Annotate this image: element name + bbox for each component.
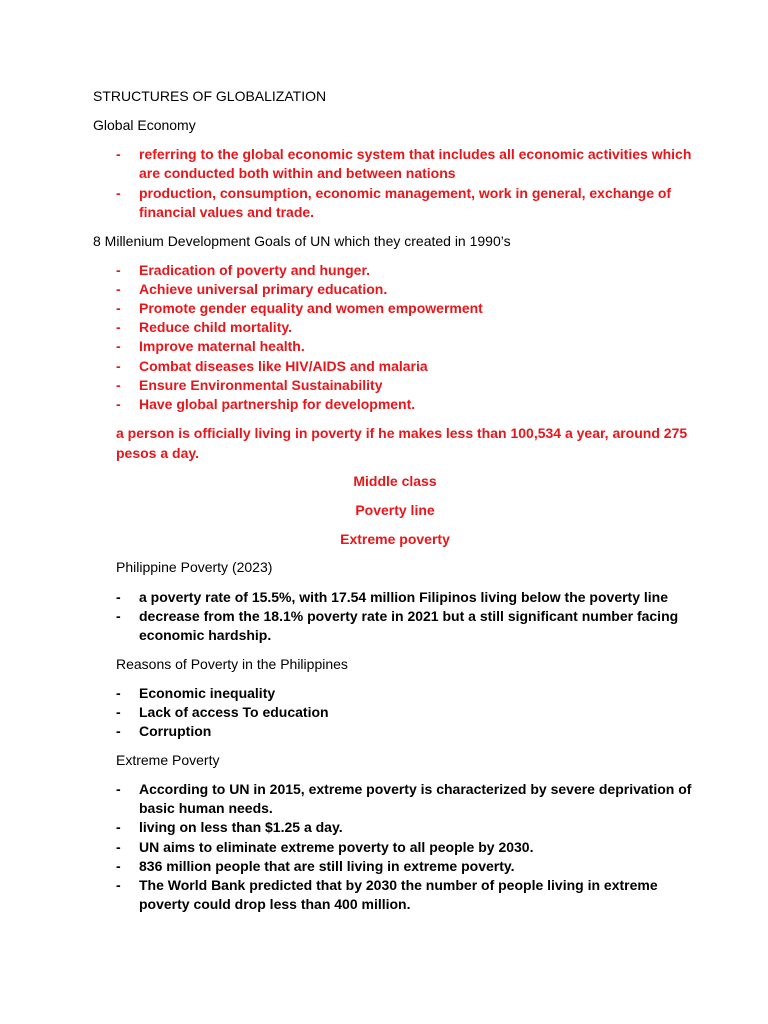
section-heading-ph-poverty: Philippine Poverty (2023)	[116, 559, 273, 575]
poverty-note-line: pesos a day.	[116, 445, 200, 461]
bullet-dash: -	[116, 281, 121, 297]
poverty-note-line: a person is officially living in poverty if he makes less than 100,534 a year, around 275	[116, 425, 688, 441]
bullet-dash: -	[116, 338, 121, 354]
bullet-dash: -	[116, 377, 121, 393]
bullet-dash: -	[116, 262, 121, 278]
section-heading-reasons: Reasons of Poverty in the Philippines	[116, 656, 348, 672]
list-item: Achieve universal primary education.	[139, 281, 388, 297]
list-item-text: financial values and trade.	[139, 204, 315, 220]
bullet-dash: -	[116, 608, 121, 624]
document-title: STRUCTURES OF GLOBALIZATION	[93, 88, 327, 104]
bullet-dash: -	[116, 723, 121, 739]
list-item: Reduce child mortality.	[139, 319, 292, 335]
bullet-dash: -	[116, 704, 121, 720]
bullet-dash: -	[116, 396, 121, 412]
list-item: Ensure Environmental Sustainability	[139, 377, 383, 393]
list-item: Lack of access To education	[139, 704, 329, 720]
list-item-text: referring to the global economic system that includes all economic activities which	[139, 146, 692, 162]
bullet-dash: -	[116, 839, 121, 855]
list-item-text: are conducted both within and between nations	[139, 165, 456, 181]
list-item: Have global partnership for development.	[139, 396, 416, 412]
list-item-text: UN aims to eliminate extreme poverty to all people by 2030.	[139, 839, 534, 855]
bullet-dash: -	[116, 319, 121, 335]
list-item-text: a poverty rate of 15.5%, with 17.54 million Filipinos living below the poverty line	[139, 589, 669, 605]
class-label-middle: Middle class	[353, 473, 437, 489]
list-item-text: The World Bank predicted that by 2030 the number of people living in extreme	[139, 877, 658, 893]
bullet-dash: -	[116, 185, 121, 201]
list-item: Eradication of poverty and hunger.	[139, 262, 371, 278]
bullet-dash: -	[116, 877, 121, 893]
list-item: Promote gender equality and women empowerment	[139, 300, 483, 316]
bullet-dash: -	[116, 858, 121, 874]
section-heading-extreme-poverty: Extreme Poverty	[116, 752, 220, 768]
list-item-text: 836 million people that are still living in extreme poverty.	[139, 858, 515, 874]
bullet-dash: -	[116, 819, 121, 835]
bullet-dash: -	[116, 589, 121, 605]
bullet-dash: -	[116, 685, 121, 701]
list-item-text: poverty could drop less than 400 million.	[139, 896, 411, 912]
list-item-text: decrease from the 18.1% poverty rate in 2021 but a still significant number facing	[139, 608, 679, 624]
list-item: Combat diseases like HIV/AIDS and malaria	[139, 358, 428, 374]
bullet-dash: -	[116, 781, 121, 797]
list-item: Improve maternal health.	[139, 338, 305, 354]
bullet-dash: -	[116, 358, 121, 374]
section-heading-global-economy: Global Economy	[93, 117, 196, 133]
list-item: Economic inequality	[139, 685, 276, 701]
bullet-dash: -	[116, 300, 121, 316]
list-item-text: production, consumption, economic management, work in general, exchange of	[139, 185, 672, 201]
list-item-text: economic hardship.	[139, 627, 272, 643]
list-item: Corruption	[139, 723, 212, 739]
bullet-dash: -	[116, 146, 121, 162]
list-item-text: According to UN in 2015, extreme poverty is characterized by severe deprivation of	[139, 781, 692, 797]
class-label-poverty-line: Poverty line	[355, 502, 435, 518]
list-item-text: basic human needs.	[139, 800, 273, 816]
section-heading-mdg: 8 Millenium Development Goals of UN which they created in 1990’s	[93, 233, 511, 249]
class-label-extreme: Extreme poverty	[340, 531, 450, 547]
list-item-text: living on less than $1.25 a day.	[139, 819, 343, 835]
